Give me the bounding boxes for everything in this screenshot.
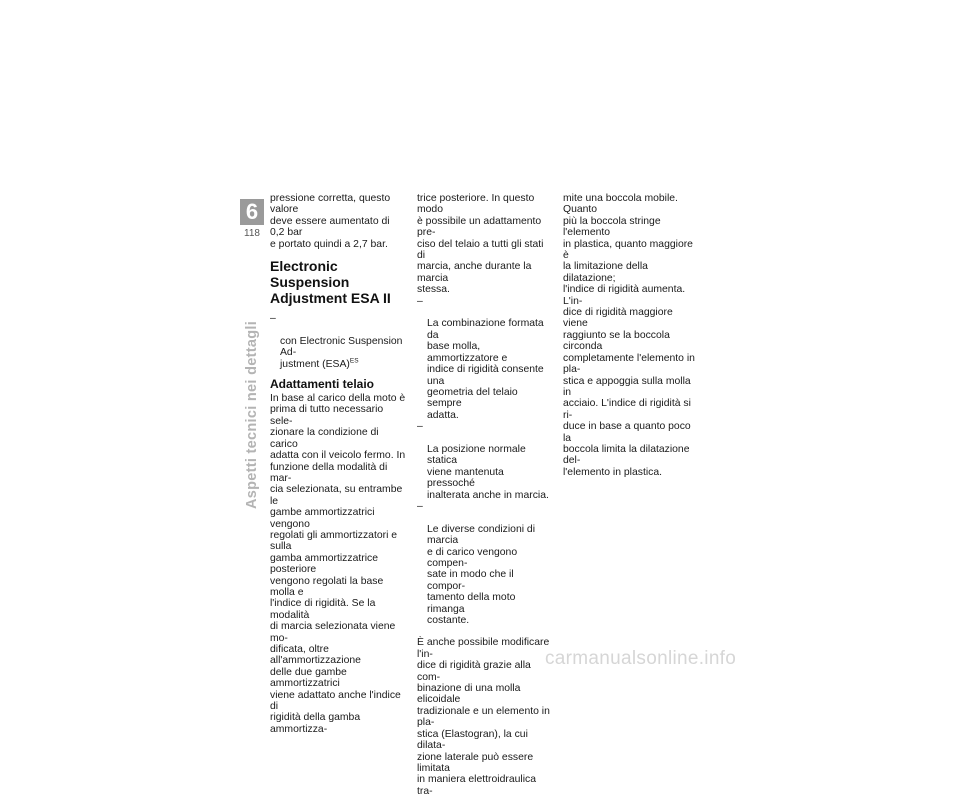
bullet-text: con Electronic Suspension Ad- justment (ESA): [280, 335, 403, 370]
body-paragraph: È anche possibile modificare l'in- dice di rigidità grazie alla com- binazione di una molla elicoidale tradizionale e un elemento in pla- stica (Elastogran), la cui dilata- zione laterale può essere limitata in maniera elettroidraulica tra-: [417, 637, 550, 797]
list-item: [417, 501, 553, 626]
chapter-number-badge: 6: [240, 199, 264, 225]
list-item: [417, 421, 553, 501]
dash-bullet: –: [417, 295, 423, 307]
subsection-heading: Adattamenti telaio: [270, 377, 375, 392]
list-item: [270, 313, 406, 370]
text-column-2: [417, 193, 553, 797]
bullet-text: La posizione normale statica viene mantenuta pressoché inalterata anche in marcia.: [427, 443, 549, 501]
dash-bullet: –: [270, 313, 276, 325]
body-paragraph: mite una boccola mobile. Quanto più la boccola stringe l'elemento in plastica, quanto maggiore è la limitazione della dilatazione; l'indice di rigidità aumenta. L'in- dice di rigidità maggiore viene raggiunto se la boccola circonda completamente l'elemento in pla- stica e appoggia sulla molla in acciaio. L'indice di rigidità si ri- duce in base a quanto poco la boccola limita la dilatazione del- l'elemento in plastica.: [563, 193, 695, 478]
intro-paragraph: trice posteriore. In questo modo è possibile un adattamento pre- ciso del telaio a tutti gli stati di marcia, anche durante la marcia stessa.: [417, 193, 544, 296]
intro-paragraph: pressione corretta, questo valore deve essere aumentato di 0,2 bar e portato quindi a 2,7 bar.: [270, 193, 391, 250]
text-column-3: [563, 193, 699, 478]
dash-bullet: –: [417, 421, 423, 433]
bullet-text: La combinazione formata da base molla, ammortizzatore e indice di rigidità consente una geometria del telaio sempre adatta.: [427, 318, 544, 421]
text-column-1: [270, 193, 406, 735]
superscript-code: ES: [349, 357, 359, 365]
chapter-title-vertical: Aspetti tecnici nei dettagli: [244, 320, 260, 510]
bullet-text: Le diverse condizioni di marcia e di carico vengono compen- sate in modo che il compor- tamento della moto rimanga costante.: [427, 523, 536, 627]
watermark-text: carmanualsonline.info: [545, 648, 737, 669]
body-paragraph: In base al carico della moto è prima di tutto necessario sele- zionare la condizione di carico adatta con il veicolo fermo. In funzione della modalità di mar- cia selezionata, su entrambe le gambe ammortizzatrici vengono regolati gli ammortizzatori e sulla gamba ammortizzatrice posteriore vengono regolati la base molla e l'indice di rigidità. Se la modalità di marcia selezionata viene mo- dificata, oltre all'ammortizzazione delle due gambe ammortizzatrici viene adattato anche l'indice di rigidità della gamba ammortizza-: [270, 393, 406, 735]
section-heading-esa: Electronic Suspension Adjustment ESA II: [270, 258, 391, 307]
list-item: [417, 296, 553, 421]
dash-bullet: –: [417, 500, 423, 512]
page-number: 118: [244, 228, 260, 239]
